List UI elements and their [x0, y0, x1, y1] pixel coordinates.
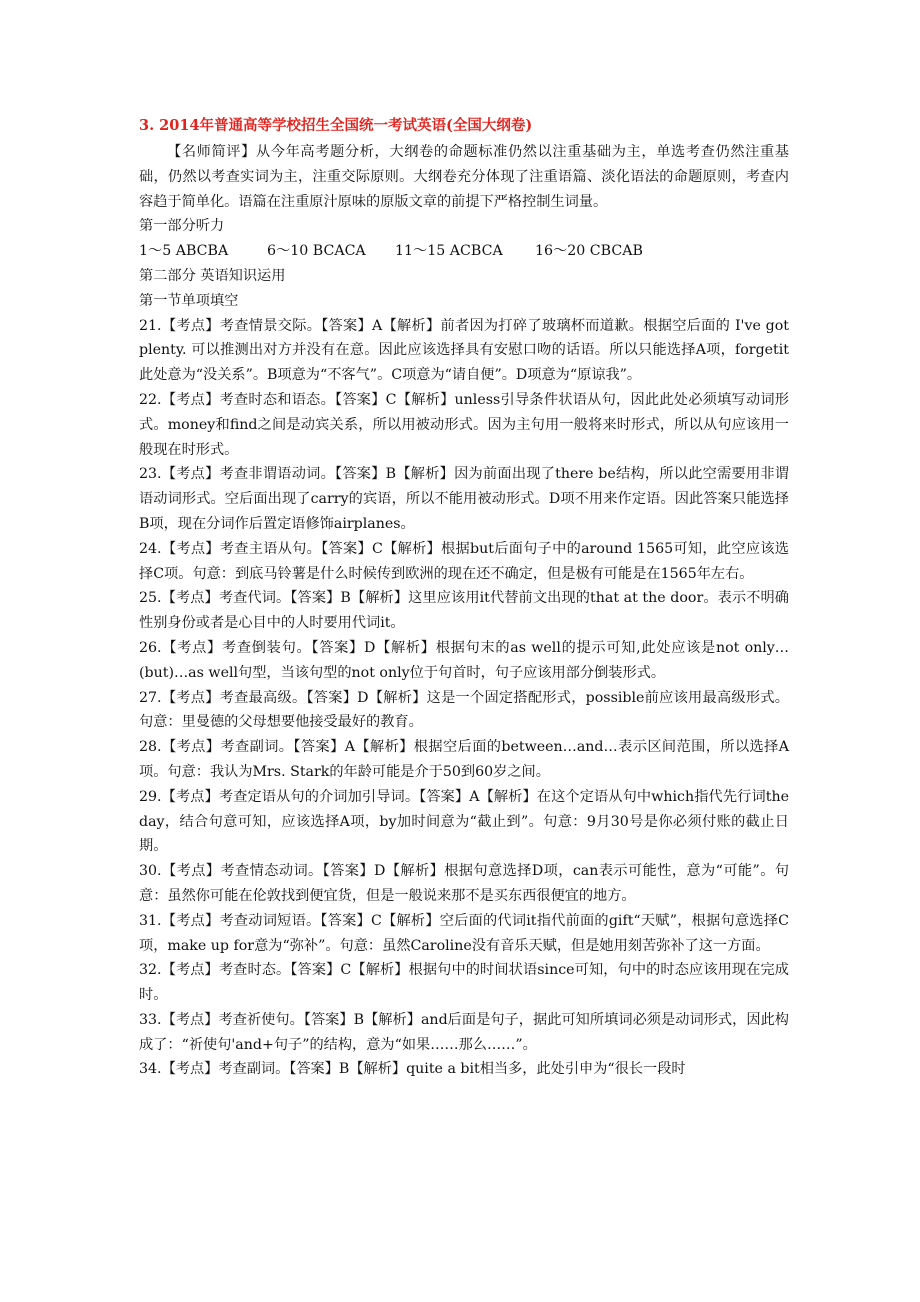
item-23: 23.【考点】考查非谓语动词。【答案】B【解析】因为前面出现了there be结构，所以此空需要用非谓语动词形式。空后面出现了carry的宾语，所以不能用被动形式。D项不用来作定语。因此答案只能选择B项，现在分词作后置定语修饰airplanes。	[139, 466, 789, 532]
item-24: 24.【考点】考查主语从句。【答案】C【解析】根据but后面句子中的around 1565可知，此空应该选择C项。句意：到底马铃薯是什么时候传到欧洲的现在还不确定，但是极有可能是在1565年左右。	[139, 540, 789, 582]
item-28: 28.【考点】考查副词。【答案】A【解析】根据空后面的between…and…表示区间范围，所以选择A项。句意：我认为Mrs. Stark的年龄可能是介于50到60岁之间。	[139, 739, 789, 780]
item-29: 29.【考点】考查定语从句的介词加引导词。【答案】A【解析】在这个定语从句中which指代先行词the day，结合句意可知，应该选择A项，by加时间意为“截止到”。句意：9月30号是你必须付账的截止日期。	[139, 788, 789, 855]
document-title: 3. 2014年普通高等学校招生全国统一考试英语(全国大纲卷)	[139, 117, 533, 134]
item-25: 25.【考点】考查代词。【答案】B【解析】这里应该用it代替前文出现的that at the door。表示不明确性别身份或者是心目中的人时要用代词it。	[139, 590, 789, 632]
answer-group-3: 11～15 ACBCA	[395, 243, 503, 260]
item-21: 21.【考点】考查情景交际。【答案】A【解析】前者因为打碎了玻璃杯而道歉。根据空后面的 I've got plenty. 可以推测出对方并没有在意。因此应该选择具有安慰口吻的话语。所以只能选择A项，forgetit此处意为“没关系”。B项意为“不客气”。C项意为“请自便”。D项意为“原谅我”。	[139, 317, 789, 384]
item-34: 34.【考点】考查副词。【答案】B【解析】quite a bit相当多，此处引申为“很长一段时	[139, 1061, 686, 1078]
part2-heading: 第二部分 英语知识运用	[139, 267, 286, 284]
document-page	[139, 114, 789, 1082]
answer-group-2: 6～10 BCACA	[267, 243, 366, 260]
item-22: 22.【考点】考查时态和语态。【答案】C【解析】unless引导条件状语从句，因此此处必须填写动词形式。money和find之间是动宾关系，所以用被动形式。因为主句用一般将来时形式，所以从句应该用一般现在时形式。	[139, 391, 789, 458]
item-32: 32.【考点】考查时态。【答案】C【解析】根据句中的时间状语since可知，句中的时态应该用现在完成时。	[139, 962, 789, 1004]
part1-heading: 第一部分听力	[139, 218, 225, 235]
item-31: 31.【考点】考查动词短语。【答案】C【解析】空后面的代词it指代前面的gift“天赋”，根据句意选择C项，make up for意为“弥补”。句意：虽然Caroline没有音乐天赋，但是她用刻苦弥补了这一方面。	[139, 912, 789, 954]
answer-group-1: 1～5 ABCBA	[139, 243, 229, 260]
section1-heading: 第一节单项填空	[139, 292, 239, 309]
listening-answers	[139, 239, 789, 264]
item-30: 30.【考点】考查情态动词。【答案】D【解析】根据句意选择D项，can表示可能性，意为“可能”。句意：虽然你可能在伦敦找到便宜货，但是一般说来那不是买东西很便宜的地方。	[139, 863, 789, 904]
item-26: 26.【考点】考查倒装句。【答案】D【解析】根据句末的as well的提示可知,此处应该是not only…(but)…as well句型，当该句型的not only位于句首时，句子应该用部分倒装形式。	[139, 639, 789, 681]
intro-paragraph: 【名师简评】从今年高考题分析，大纲卷的命题标准仍然以注重基础为主，单选考查仍然注重基础，仍然以考查实词为主，注重交际原则。大纲卷充分体现了注重语篇、淡化语法的命题原则，考查内容趋于简单化。语篇在注重原汁原味的原版文章的前提下严格控制生词量。	[139, 144, 789, 210]
answer-group-4: 16～20 CBCAB	[535, 243, 643, 260]
item-33: 33.【考点】考查祈使句。【答案】B【解析】and后面是句子，据此可知所填词必须是动词形式，因此构成了：“祈使句'and+句子”的结构，意为“如果……那么……”。	[139, 1011, 789, 1053]
item-27: 27.【考点】考查最高级。【答案】D【解析】这是一个固定搭配形式，possible前应该用最高级形式。句意：里曼德的父母想要他接受最好的教育。	[139, 689, 789, 731]
